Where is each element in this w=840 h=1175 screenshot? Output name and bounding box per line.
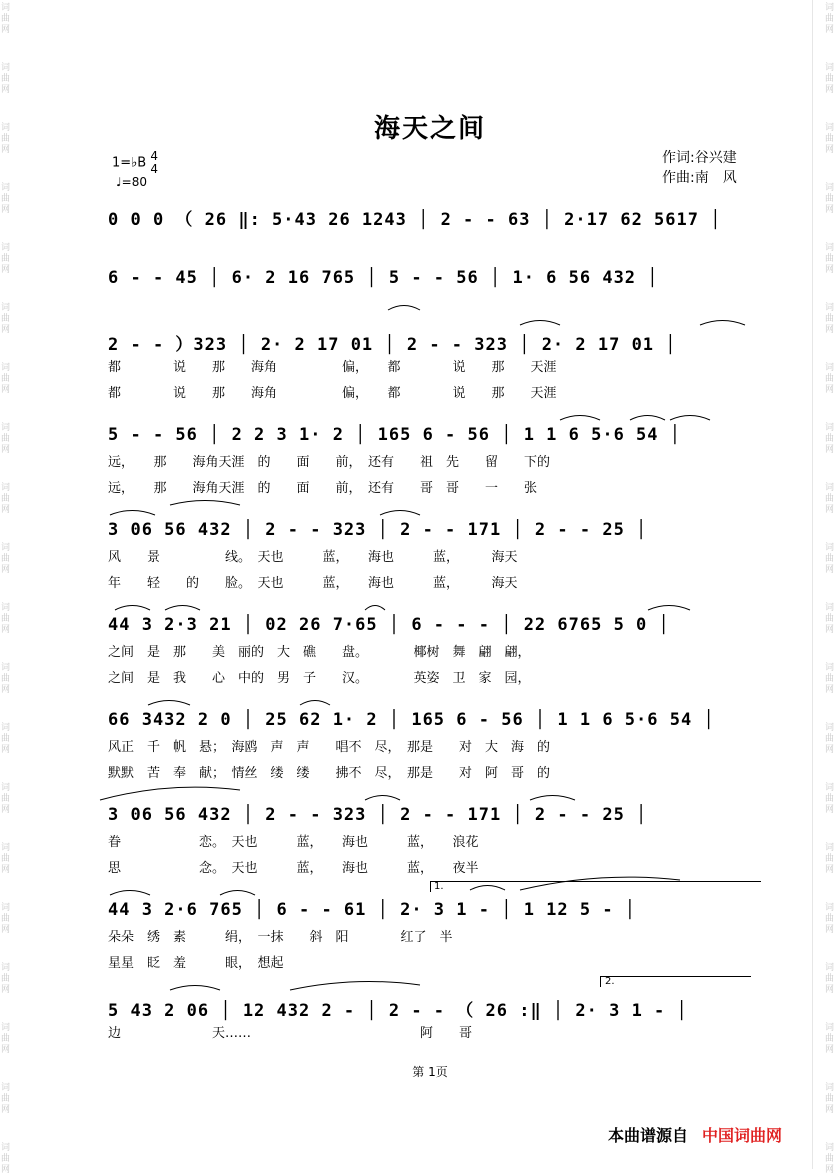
watermark-glyph: 词: [825, 603, 835, 613]
watermark-glyph: 曲: [1, 1034, 11, 1044]
watermark-glyph: 曲: [1, 674, 11, 684]
watermark-glyph: 网: [825, 985, 835, 995]
watermark-glyph: 曲: [1, 914, 11, 924]
notation-system: [100, 330, 770, 401]
watermark-glyph: 网: [825, 805, 835, 815]
watermark-glyph: 曲: [1, 254, 11, 264]
watermark-glyph: 词: [1, 483, 11, 493]
slur-arc: [148, 701, 190, 706]
volta-bracket-first: [430, 881, 761, 892]
watermark-glyph: 曲: [825, 434, 835, 444]
watermark-glyph: 网: [1, 445, 11, 455]
watermark-glyph: 网: [1, 685, 11, 695]
watermark-glyph: 曲: [825, 974, 835, 984]
watermark-glyph: 曲: [1, 794, 11, 804]
lyric-line-2: 思 念。 天也 蓝， 海也 蓝， 夜半: [108, 861, 479, 876]
notation-system: [100, 805, 770, 876]
note-line: 44 3 2·3 21 │ 02 26 7·65 │ 6 - - - │ 22 6765 5 0 │: [108, 615, 670, 635]
watermark-glyph: 网: [825, 565, 835, 575]
slur-arc: [110, 891, 150, 896]
watermark-glyph: 曲: [825, 914, 835, 924]
watermark-glyph: 网: [825, 265, 835, 275]
watermark-glyph: 网: [825, 625, 835, 635]
note-line: 5 43 2 06 │ 12 432 2 - │ 2 - - （ 26 :‖ │ 2· 3 1 - │: [108, 1001, 688, 1021]
note-line: 5 - - 56 │ 2 2 3 1· 2 │ 165 6 - 56 │ 1 1 6 5·6 54 │: [108, 425, 681, 445]
watermark-glyph: 词: [1, 663, 11, 673]
note-line: 3 06 56 432 │ 2 - - 323 │ 2 - - 171 │ 2 - - 25 │: [108, 805, 648, 825]
source-credit: [608, 1123, 782, 1146]
notation-system: [100, 268, 770, 308]
watermark-glyph: 网: [825, 145, 835, 155]
watermark-glyph: 词: [1, 1143, 11, 1153]
slur-arc: [170, 501, 240, 506]
watermark-glyph: 词: [1, 303, 11, 313]
watermark-glyph: 网: [1, 1045, 11, 1055]
watermark-glyph: 网: [1, 985, 11, 995]
slur-arc: [300, 701, 330, 706]
slur-arc: [520, 321, 560, 326]
watermark-glyph: 曲: [825, 1034, 835, 1044]
notation-system: [100, 996, 770, 1041]
volta-label-second: 2.: [605, 976, 615, 987]
watermark-glyph: 词: [825, 483, 835, 493]
watermark-glyph: 词: [1, 3, 11, 13]
slur-arc: [648, 606, 690, 611]
note-line: 6 - - 45 │ 6· 2 16 765 │ 5 - - 56 │ 1· 6 56 432 │: [108, 268, 659, 288]
watermark-glyph: 曲: [1, 314, 11, 324]
watermark-glyph: 网: [1, 265, 11, 275]
watermark-glyph: 词: [1, 363, 11, 373]
slur-arc: [700, 321, 745, 326]
watermark-glyph: 词: [1, 843, 11, 853]
watermark-glyph: 曲: [825, 134, 835, 144]
note-line: 0 0 0 （ 26 ‖: 5·43 26 1243 │ 2 - - 63 │ 2·17 62 5617 │: [108, 210, 722, 230]
notation-system: [100, 615, 770, 686]
watermark-glyph: 网: [1, 505, 11, 515]
watermark-glyph: 曲: [1, 134, 11, 144]
watermark-glyph: 曲: [825, 74, 835, 84]
watermark-glyph: 词: [825, 663, 835, 673]
time-numerator: 4: [150, 149, 158, 163]
page-edge-line: [812, 0, 813, 1169]
watermark-glyph: 网: [825, 85, 835, 95]
watermark-glyph: 网: [1, 205, 11, 215]
lyric-line-1: 风 景 线。 天也 蓝， 海也 蓝， 海天: [108, 550, 518, 565]
watermark-glyph: 网: [825, 25, 835, 35]
watermark-glyph: 词: [1, 723, 11, 733]
lyric-line-1: 都 说 那 海角 偏， 都 说 那 天涯: [108, 360, 557, 375]
note-line: 3 06 56 432 │ 2 - - 323 │ 2 - - 171 │ 2 - - 25 │: [108, 520, 648, 540]
lyric-line-1: 朵朵 绣 素 绢， 一抹 斜 阳 红了 半: [108, 930, 453, 945]
watermark-glyph: 曲: [825, 614, 835, 624]
watermark-glyph: 词: [1, 183, 11, 193]
watermark-glyph: 词: [1, 543, 11, 553]
notation-system: [100, 900, 770, 971]
lyric-line-2: 星星 眨 羞 眼， 想起: [108, 956, 284, 971]
watermark-glyph: 词: [1, 963, 11, 973]
watermark-glyph: 词: [825, 3, 835, 13]
lyric-line-1: 风正 千 帆 悬； 海鸥 声 声 唱不 尽， 那是 对 大 海 的: [108, 740, 551, 755]
watermark-glyph: 网: [1, 85, 11, 95]
watermark-glyph: 网: [1, 565, 11, 575]
watermark-glyph: 网: [825, 325, 835, 335]
watermark-glyph: 曲: [1, 554, 11, 564]
watermark-glyph: 曲: [825, 374, 835, 384]
notation-system: [100, 710, 770, 781]
watermark-glyph: 网: [1, 925, 11, 935]
watermark-glyph: 词: [825, 903, 835, 913]
slur-arc: [670, 416, 710, 421]
lyric-line-2: 远， 那 海角天涯 的 面 前， 还有 哥 哥 一 张: [108, 481, 538, 496]
watermark-glyph: 曲: [1, 614, 11, 624]
watermark-glyph: 词: [825, 363, 835, 373]
watermark-glyph: 曲: [1, 734, 11, 744]
watermark-glyph: 网: [1, 385, 11, 395]
slur-arc: [170, 986, 220, 991]
volta-label-first: 1.: [434, 881, 444, 892]
watermark-glyph: 网: [825, 685, 835, 695]
lyric-line-1: 之间 是 那 美 丽的 大 礁 盘。 椰树 舞 翩 翩，: [108, 645, 531, 660]
watermark-strip-right: [824, 0, 838, 1175]
note-line: 66 3432 2 0 │ 25 62 1· 2 │ 165 6 - 56 │ 1 1 6 5·6 54 │: [108, 710, 715, 730]
watermark-glyph: 词: [825, 543, 835, 553]
tempo-mark: ♩=80: [116, 175, 147, 189]
watermark-glyph: 曲: [1, 74, 11, 84]
watermark-glyph: 词: [825, 843, 835, 853]
watermark-glyph: 曲: [1, 1094, 11, 1104]
lyric-line-2: 都 说 那 海角 偏， 都 说 那 天涯: [108, 386, 557, 401]
watermark-glyph: 词: [1, 783, 11, 793]
watermark-glyph: 词: [825, 1023, 835, 1033]
slur-arc: [115, 606, 150, 611]
watermark-glyph: 网: [1, 1105, 11, 1115]
slur-arc: [365, 796, 400, 801]
watermark-glyph: 词: [1, 243, 11, 253]
watermark-glyph: 曲: [825, 734, 835, 744]
watermark-glyph: 网: [1, 1165, 11, 1175]
slur-arc: [290, 981, 420, 990]
watermark-glyph: 曲: [825, 554, 835, 564]
watermark-glyph: 词: [825, 123, 835, 133]
watermark-glyph: 曲: [825, 14, 835, 24]
watermark-glyph: 网: [825, 445, 835, 455]
page-number: 第 1页: [412, 1065, 448, 1079]
slur-arc: [380, 511, 420, 516]
watermark-glyph: 网: [1, 865, 11, 875]
watermark-glyph: 曲: [1, 494, 11, 504]
watermark-glyph: 曲: [825, 494, 835, 504]
watermark-glyph: 曲: [825, 854, 835, 864]
watermark-glyph: 曲: [825, 194, 835, 204]
slur-arc: [110, 511, 155, 516]
watermark-glyph: 词: [825, 183, 835, 193]
watermark-glyph: 词: [1, 603, 11, 613]
watermark-glyph: 网: [825, 925, 835, 935]
watermark-glyph: 词: [825, 783, 835, 793]
watermark-glyph: 曲: [1, 434, 11, 444]
lyric-line-1: 边 天…… 阿 哥: [108, 1026, 473, 1041]
watermark-glyph: 曲: [825, 1154, 835, 1164]
notation-system: [100, 520, 770, 591]
watermark-glyph: 网: [825, 1165, 835, 1175]
watermark-glyph: 词: [1, 903, 11, 913]
watermark-glyph: 词: [825, 1083, 835, 1093]
watermark-glyph: 词: [825, 303, 835, 313]
watermark-glyph: 网: [1, 25, 11, 35]
time-denominator: 4: [150, 162, 158, 176]
watermark-glyph: 词: [1, 423, 11, 433]
lyric-line-2: 默默 苦 奉 献； 情丝 缕 缕 拂不 尽， 那是 对 阿 哥 的: [108, 766, 551, 781]
source-label: 本曲谱源自: [608, 1126, 689, 1145]
watermark-glyph: 词: [825, 423, 835, 433]
notation-system: [100, 205, 770, 245]
watermark-glyph: 网: [825, 1045, 835, 1055]
watermark-glyph: 词: [825, 63, 835, 73]
watermark-glyph: 网: [1, 805, 11, 815]
watermark-glyph: 词: [825, 723, 835, 733]
watermark-glyph: 词: [1, 1083, 11, 1093]
watermark-glyph: 网: [1, 145, 11, 155]
watermark-glyph: 网: [825, 865, 835, 875]
watermark-glyph: 曲: [1, 14, 11, 24]
source-brand: 中国词曲网: [702, 1126, 783, 1145]
watermark-glyph: 词: [825, 243, 835, 253]
watermark-glyph: 网: [825, 205, 835, 215]
slur-arc: [630, 416, 665, 421]
watermark-glyph: 曲: [1, 1154, 11, 1164]
watermark-glyph: 曲: [1, 854, 11, 864]
watermark-glyph: 曲: [825, 1094, 835, 1104]
watermark-glyph: 网: [825, 1105, 835, 1115]
watermark-glyph: 曲: [1, 374, 11, 384]
watermark-glyph: 网: [825, 385, 835, 395]
watermark-strip-left: [0, 0, 14, 1175]
lyric-line-1: 远， 那 海角天涯 的 面 前， 还有 祖 先 留 下的: [108, 455, 551, 470]
watermark-glyph: 网: [1, 325, 11, 335]
notation-system: [100, 425, 770, 496]
composer-credit: 作曲:南 风: [662, 170, 737, 186]
lyric-line-2: 之间 是 我 心 中的 男 子 汉。 英姿 卫 家 园，: [108, 671, 531, 686]
song-title: 海天之间: [373, 114, 486, 144]
watermark-glyph: 曲: [825, 674, 835, 684]
lyricist-credit: 作词:谷兴建: [662, 150, 737, 166]
watermark-glyph: 曲: [825, 254, 835, 264]
watermark-glyph: 曲: [1, 974, 11, 984]
watermark-glyph: 词: [1, 63, 11, 73]
watermark-glyph: 网: [1, 745, 11, 755]
lyric-line-2: 年 轻 的 脸。 天也 蓝， 海也 蓝， 海天: [108, 576, 518, 591]
volta-bracket-second: [600, 976, 751, 987]
watermark-glyph: 网: [825, 505, 835, 515]
slur-arc: [100, 787, 240, 800]
watermark-glyph: 曲: [1, 194, 11, 204]
slur-arc: [220, 891, 255, 896]
watermark-glyph: 曲: [825, 794, 835, 804]
watermark-glyph: 网: [825, 745, 835, 755]
note-line: 44 3 2·6 765 │ 6 - - 61 │ 2· 3 1 - │ 1 12 5 - │: [108, 900, 637, 920]
watermark-glyph: 词: [1, 123, 11, 133]
slur-arc: [560, 416, 600, 421]
slur-arc: [365, 606, 385, 611]
lyric-line-1: 眷 恋。 天也 蓝， 海也 蓝， 浪花: [108, 835, 479, 850]
note-line: 2 - - ）323 │ 2· 2 17 01 │ 2 - - 323 │ 2· 2 17 01 │: [108, 335, 677, 355]
watermark-glyph: 网: [1, 625, 11, 635]
key-signature: 1=♭B 4 4: [112, 149, 158, 176]
slur-arc: [530, 796, 575, 801]
watermark-glyph: 词: [1, 1023, 11, 1033]
watermark-glyph: 词: [825, 963, 835, 973]
slur-arc: [165, 606, 200, 611]
watermark-glyph: 词: [825, 1143, 835, 1153]
watermark-glyph: 曲: [825, 314, 835, 324]
